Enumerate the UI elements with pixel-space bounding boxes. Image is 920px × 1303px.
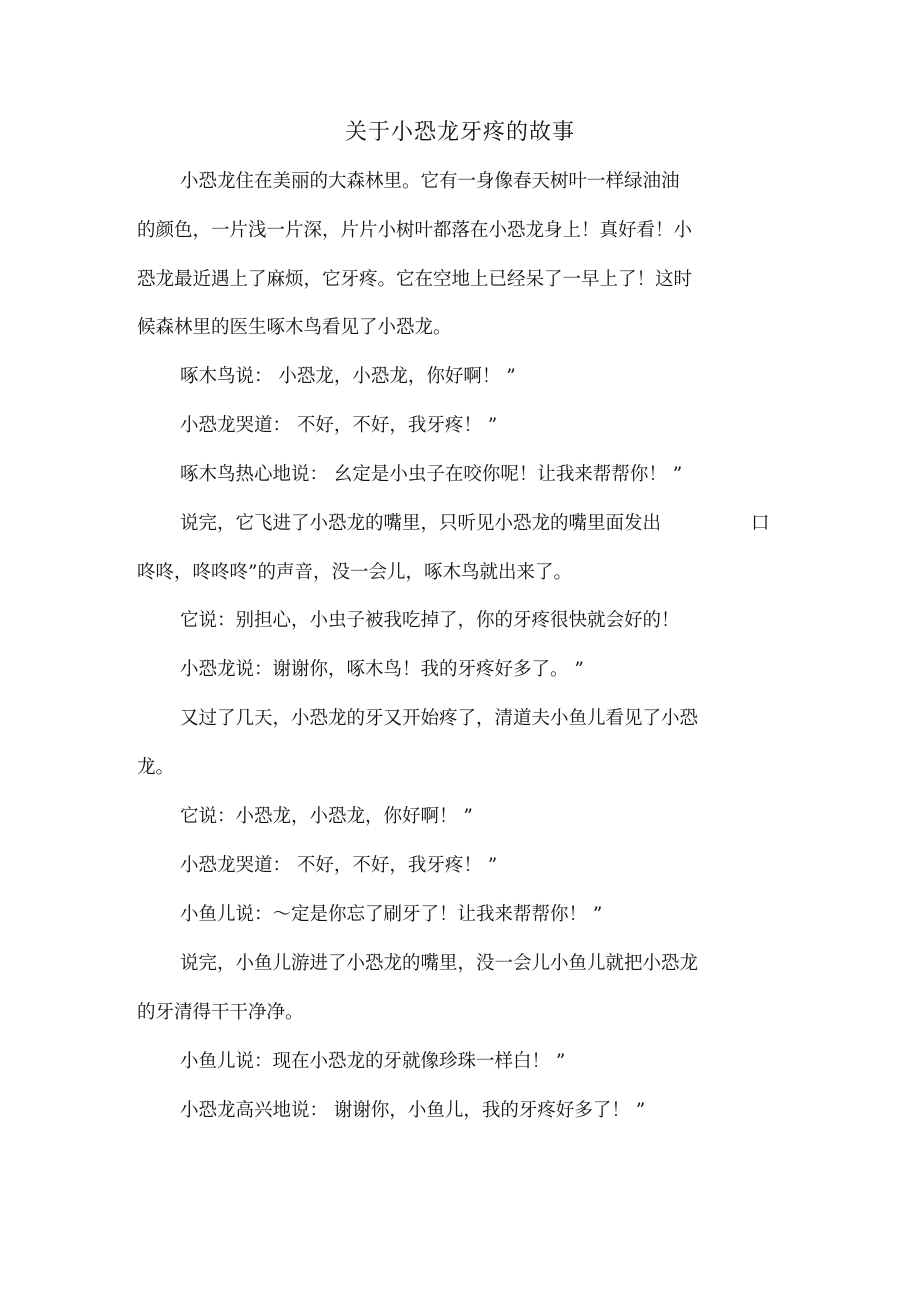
dialogue-line-dinosaur-thanks-1: 小恐龙说：谢谢你，啄木鸟！我的牙疼好多了。 ” — [180, 659, 584, 680]
document-title: 关于小恐龙牙疼的故事 — [344, 120, 575, 145]
dialogue-line-dinosaur-cry-2: 小恐龙哭道： 不好，不好，我牙疼！ ” — [180, 855, 498, 876]
paragraph-line-days-later-cont: 龙。 — [137, 757, 175, 778]
paragraph-line-woodpecker-enters: 说完，它飞进了小恐龙的嘴里，只听见小恐龙的嘴里面发出 — [180, 513, 662, 534]
dialogue-line-woodpecker-reassure: 它说：别担心，小虫子被我吃掉了，你的牙疼很快就会好的！ — [180, 610, 680, 631]
paragraph-line-sound: 咚咚，咚咚咚”的声音，没一会儿，啄木鸟就出来了。 — [137, 562, 572, 583]
dialogue-line-dinosaur-thanks-2: 小恐龙高兴地说： 谢谢你，小鱼儿，我的牙疼好多了！ ” — [180, 1100, 646, 1121]
paragraph-line-4: 候森林里的医生啄木鸟看见了小恐龙。 — [137, 317, 452, 338]
dialogue-line-woodpecker-greeting: 啄木鸟说： 小恐龙，小恐龙，你好啊！ ” — [180, 366, 516, 387]
dialogue-line-dinosaur-cry-1: 小恐龙哭道： 不好，不好，我牙疼！ ” — [180, 415, 498, 436]
paragraph-line-1: 小恐龙住在美丽的大森林里。它有一身像春天树叶一样绿油油 — [180, 171, 680, 192]
paragraph-line-fish-enters: 说完，小鱼儿游进了小恐龙的嘴里，没一会儿小鱼儿就把小恐龙 — [180, 953, 699, 974]
dialogue-line-fish-pearl: 小鱼儿说：现在小恐龙的牙就像珍珠一样白！ ” — [180, 1051, 566, 1072]
dialogue-line-fish-offer: 小鱼儿说：〜定是你忘了刷牙了！让我来帮帮你！ ” — [180, 904, 603, 925]
paragraph-line-3: 恐龙最近遇上了麻烦，它牙疼。它在空地上已经呆了一早上了！这时 — [137, 269, 693, 290]
paragraph-line-2: 的颜色，一片浅一片深，片片小树叶都落在小恐龙身上！真好看！小 — [137, 220, 693, 241]
dialogue-line-woodpecker-offer: 啄木鸟热心地说： 幺定是小虫子在咬你呢！让我来帮帮你！ ” — [180, 464, 683, 485]
paragraph-line-days-later: 又过了几天，小恐龙的牙又开始疼了，清道夫小鱼儿看见了小恐 — [180, 708, 699, 729]
dialogue-line-fish-greeting: 它说：小恐龙，小恐龙，你好啊！ ” — [180, 806, 473, 827]
paragraph-line-box-glyph: 口 — [751, 513, 770, 534]
paragraph-line-fish-cleans: 的牙清得干干净净。 — [137, 1002, 304, 1023]
